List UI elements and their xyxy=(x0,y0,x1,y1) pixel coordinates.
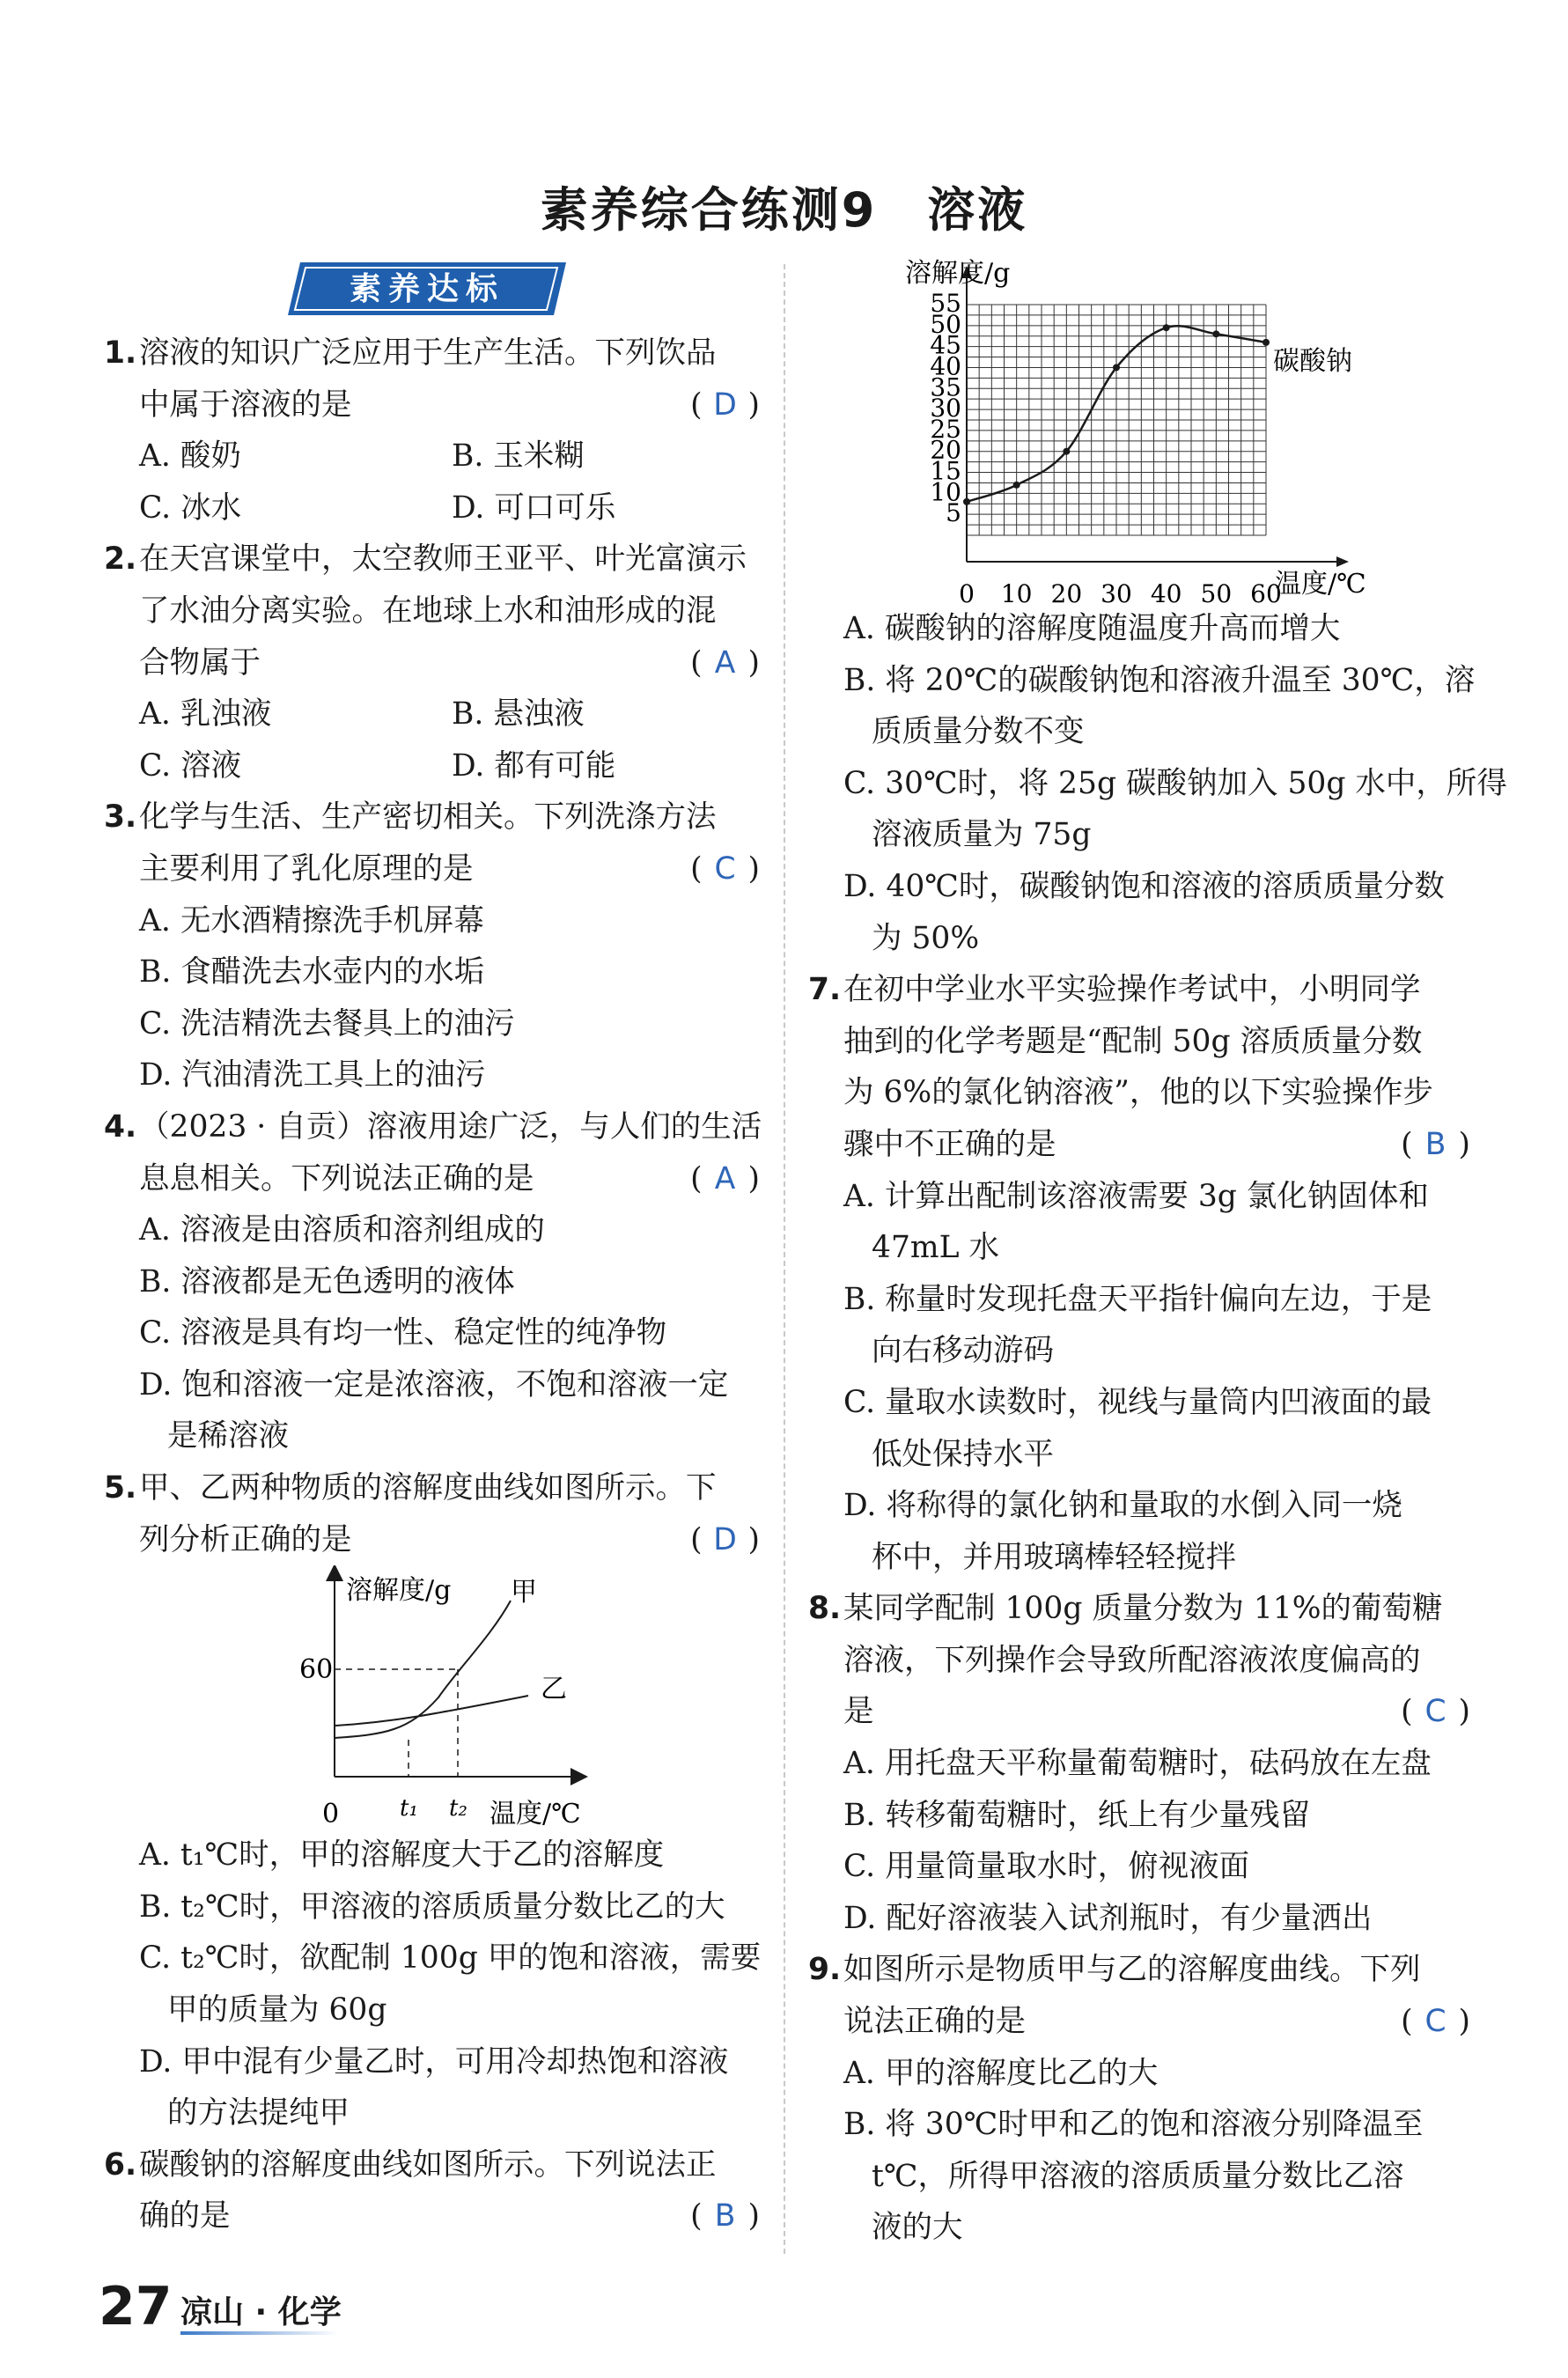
option: C. 量取水读数时，视线与量筒内凹液面的最 xyxy=(843,1384,1432,1420)
chart-data-point xyxy=(963,498,970,505)
chart-x-tick-label: 20 xyxy=(1050,579,1083,603)
option: A. 碳酸钠的溶解度随温度升高而增大 xyxy=(843,611,1341,646)
question-number: 6. xyxy=(104,2146,137,2183)
question-number: 3. xyxy=(104,799,137,836)
answer-bracket: ( D ) xyxy=(690,379,760,431)
chart-x-axis-label: 温度/℃ xyxy=(1275,569,1366,600)
answer-letter: D xyxy=(713,1521,737,1557)
option: B. 玉米糊 xyxy=(452,438,585,475)
answer-letter: C xyxy=(1424,2004,1447,2040)
chart-grid xyxy=(961,266,1349,567)
chart-y-tick-label: 5 xyxy=(946,498,961,528)
answer-bracket: ( A ) xyxy=(690,1153,760,1205)
right-column xyxy=(808,255,1507,2254)
option: A. 酸奶 xyxy=(139,438,241,475)
option: D. 40℃时，碳酸钠饱和溶液的溶质质量分数 xyxy=(843,868,1445,904)
chart-y-tick-label: 10 xyxy=(930,477,961,507)
chart-x-tick-label: 10 xyxy=(1000,579,1033,603)
question-text: 某同学配制 100g 质量分数为 11%的葡萄糖 xyxy=(843,1591,1443,1627)
option: C. 冰水 xyxy=(139,490,242,526)
question-number: 5. xyxy=(104,1470,137,1506)
chart-x-axis-arrow xyxy=(1336,556,1349,567)
option: C. 30℃时，将 25g 碳酸钠加入 50g 水中，所得 xyxy=(843,765,1507,801)
option: C. 溶液 xyxy=(139,747,242,784)
option: D. 甲中混有少量乙时，可用冷却热饱和溶液 xyxy=(139,2043,729,2080)
question-number: 9. xyxy=(808,1952,842,1988)
option: A. 乳浊液 xyxy=(139,696,272,733)
option: A. t₁℃时，甲的溶解度大于乙的溶解度 xyxy=(139,1837,665,1874)
question-8 xyxy=(808,1583,1470,1944)
y-axis-label: 溶解度/g xyxy=(346,1575,452,1607)
option: D. 饱和溶液一定是浓溶液，不饱和溶液一定 xyxy=(139,1366,729,1403)
question-text: 碳酸钠的溶解度曲线如图所示。下列说法正 xyxy=(139,2146,717,2183)
option-continued: 杯中，并用玻璃棒轻轻搅拌 xyxy=(872,1539,1236,1575)
question-7 xyxy=(808,964,1470,1583)
curve-jia-label: 甲 xyxy=(511,1577,537,1609)
question-text: 为 6%的氯化钠溶液”，他的以下实验操作步 xyxy=(843,1075,1433,1111)
sodium-carbonate-chart-figure xyxy=(808,255,1470,603)
x-axis-label: 温度/℃ xyxy=(490,1799,581,1830)
answer-letter: C xyxy=(714,850,736,887)
option-continued: 47mL 水 xyxy=(872,1230,999,1266)
chart-x-tick-label: 60 xyxy=(1250,579,1282,603)
option-continued: 为 50% xyxy=(872,920,980,956)
chart-x-tick-label: 0 xyxy=(959,579,975,603)
chart-y-tick-label: 40 xyxy=(930,351,961,381)
option: A. 无水酒精擦洗手机屏幕 xyxy=(139,902,484,939)
question-text: 确的是 xyxy=(139,2198,231,2234)
question-text: 合物属于 xyxy=(139,644,261,681)
banner-label: 素养达标 xyxy=(349,271,505,307)
chart-y-tick-label: 35 xyxy=(930,372,961,402)
question-text: 溶液的知识广泛应用于生产生活。下列饮品 xyxy=(139,335,717,371)
question-5 xyxy=(104,1462,760,2139)
answer-bracket: ( C ) xyxy=(1401,1996,1470,2048)
answer-bracket: ( D ) xyxy=(690,1514,760,1566)
question-text: 中属于溶液的是 xyxy=(139,387,352,423)
origin-label: 0 xyxy=(322,1799,340,1830)
question-text: 主要利用了乳化原理的是 xyxy=(139,850,474,887)
option-continued: 甲的质量为 60g xyxy=(167,1992,387,2028)
sodium-carbonate-solubility-chart xyxy=(808,255,1470,603)
option-continued: 溶液质量为 75g xyxy=(872,817,1092,853)
option-continued: 液的大 xyxy=(872,2210,963,2246)
option: A. 溶液是由溶质和溶剂组成的 xyxy=(139,1212,545,1248)
question-text: 在初中学业水平实验操作考试中，小明同学 xyxy=(843,972,1421,1008)
question-9 xyxy=(808,1944,1470,2254)
page-title: 素养综合练测9 溶液 xyxy=(540,182,1028,238)
option: C. 用量筒量取水时，俯视液面 xyxy=(843,1849,1250,1885)
option: D. 汽油清洗工具上的油污 xyxy=(139,1057,486,1093)
chart-data-point xyxy=(1163,324,1170,331)
question-number: 8. xyxy=(808,1591,842,1627)
chart-x-tick-label: 50 xyxy=(1200,579,1233,603)
question-text: 化学与生活、生产密切相关。下列洗涤方法 xyxy=(139,799,717,836)
chart-y-tick-label: 15 xyxy=(930,456,961,486)
answer-letter: B xyxy=(1424,1126,1447,1162)
option: B. 悬浊液 xyxy=(452,696,585,733)
solubility-figure-q5 xyxy=(104,1565,760,1830)
question-6-options xyxy=(808,603,1507,964)
answer-letter: A xyxy=(714,644,736,681)
question-text: 抽到的化学考题是“配制 50g 溶质质量分数 xyxy=(843,1023,1423,1059)
solubility-curve-diagram xyxy=(104,1565,760,1830)
curve-yi-label: 乙 xyxy=(541,1674,567,1705)
option: B. 将 20℃的碳酸钠饱和溶液升温至 30℃，溶 xyxy=(843,662,1476,698)
option: D. 都有可能 xyxy=(452,747,616,784)
option: D. 将称得的氯化钠和量取的水倒入同一烧 xyxy=(843,1488,1402,1524)
chart-x-tick-label: 40 xyxy=(1150,579,1182,603)
option: B. 称量时发现托盘天平指针偏向左边，于是 xyxy=(843,1281,1432,1317)
option-continued: t℃，所得甲溶液的溶质质量分数比乙溶 xyxy=(872,2158,1404,2194)
question-text: 列分析正确的是 xyxy=(139,1521,352,1557)
question-1 xyxy=(104,328,760,534)
option: A. 计算出配制该溶液需要 3g 氯化钠固体和 xyxy=(843,1178,1429,1214)
chart-data-point xyxy=(1262,339,1270,346)
option-continued: 的方法提纯甲 xyxy=(167,2095,350,2131)
question-text: 骤中不正确的是 xyxy=(843,1126,1056,1162)
answer-bracket: ( C ) xyxy=(1401,1686,1470,1738)
chart-x-tick-label: 30 xyxy=(1101,579,1132,603)
answer-letter: C xyxy=(1424,1694,1447,1730)
option-continued: 向右移动游码 xyxy=(872,1333,1054,1369)
left-column xyxy=(104,328,760,2242)
question-2 xyxy=(104,534,760,791)
question-text: 是 xyxy=(843,1694,874,1730)
question-number: 2. xyxy=(104,541,137,578)
option-continued: 质质量分数不变 xyxy=(872,714,1085,750)
option: C. t₂℃时，欲配制 100g 甲的饱和溶液，需要 xyxy=(139,1940,762,1977)
page-number: 27 xyxy=(99,2276,173,2338)
t1-label: t₁ xyxy=(400,1795,418,1822)
chart-data-point xyxy=(1063,448,1070,455)
curve-yi xyxy=(335,1696,528,1726)
question-text: 甲、乙两种物质的溶解度曲线如图所示。下 xyxy=(139,1470,717,1506)
question-4 xyxy=(104,1101,760,1462)
option: B. 溶液都是无色透明的液体 xyxy=(139,1263,515,1299)
option-continued: 是稀溶液 xyxy=(167,1418,289,1454)
option: D. 可口可乐 xyxy=(452,490,616,526)
question-number: 4. xyxy=(104,1108,137,1145)
chart-y-tick-label: 30 xyxy=(930,394,961,423)
option: B. 将 30℃时甲和乙的饱和溶液分别降温至 xyxy=(843,2107,1424,2143)
answer-bracket: ( B ) xyxy=(1401,1119,1470,1171)
option: D. 配好溶液装入试剂瓶时，有少量洒出 xyxy=(843,1900,1373,1936)
chart-data-point xyxy=(1113,364,1120,371)
column-divider xyxy=(784,264,785,2254)
option-continued: 低处保持水平 xyxy=(872,1436,1054,1472)
section-banner xyxy=(288,259,566,319)
question-text: 溶液，下列操作会导致所配溶液浓度偏高的 xyxy=(843,1642,1421,1678)
answer-letter: A xyxy=(714,1160,736,1196)
footer-label: 凉山 · 化学 xyxy=(180,2294,342,2330)
question-text: 在天宫课堂中，太空教师王亚平、叶光富演示 xyxy=(139,541,747,578)
t2-label: t₂ xyxy=(449,1795,467,1822)
chart-y-tick-label: 45 xyxy=(930,330,961,360)
option: B. 食醋洗去水壶内的水垢 xyxy=(139,954,485,990)
question-number: 1. xyxy=(104,335,137,371)
option: A. 用托盘天平称量葡萄糖时，砝码放在左盘 xyxy=(843,1746,1432,1782)
question-3 xyxy=(104,791,760,1101)
y-tick-60: 60 xyxy=(299,1654,334,1686)
chart-y-axis-label: 溶解度/g xyxy=(905,258,1011,289)
question-text: 了水油分离实验。在地球上水和油形成的混 xyxy=(139,593,717,629)
option: B. t₂℃时，甲溶液的溶质质量分数比乙的大 xyxy=(139,1888,725,1925)
question-text: （2023 · 自贡）溶液用途广泛，与人们的生活 xyxy=(139,1108,762,1145)
answer-bracket: ( B ) xyxy=(690,2190,760,2242)
answer-letter: D xyxy=(713,387,737,423)
chart-data-point xyxy=(1212,330,1219,337)
option: C. 洗洁精洗去餐具上的油污 xyxy=(139,1005,515,1042)
question-number: 7. xyxy=(808,972,842,1008)
question-6 xyxy=(104,2139,760,2242)
chart-y-tick-label: 55 xyxy=(930,289,961,318)
option: C. 溶液是具有均一性、稳定性的纯净物 xyxy=(139,1315,667,1351)
option: B. 转移葡萄糖时，纸上有少量残留 xyxy=(843,1797,1311,1833)
chart-y-tick-label: 20 xyxy=(930,435,961,465)
option: A. 甲的溶解度比乙的大 xyxy=(843,2055,1159,2091)
chart-y-tick-label: 25 xyxy=(930,414,961,444)
footer-underline xyxy=(180,2331,339,2335)
chart-data-point xyxy=(1013,482,1020,489)
answer-bracket: ( A ) xyxy=(690,637,760,689)
question-text: 息息相关。下列说法正确的是 xyxy=(139,1160,534,1196)
question-text: 如图所示是物质甲与乙的溶解度曲线。下列 xyxy=(843,1952,1421,1988)
question-text: 说法正确的是 xyxy=(843,2004,1026,2040)
chart-series-label: 碳酸钠 xyxy=(1273,346,1352,377)
answer-bracket: ( C ) xyxy=(690,843,760,895)
answer-letter: B xyxy=(714,2198,736,2234)
chart-y-tick-label: 50 xyxy=(930,309,961,339)
